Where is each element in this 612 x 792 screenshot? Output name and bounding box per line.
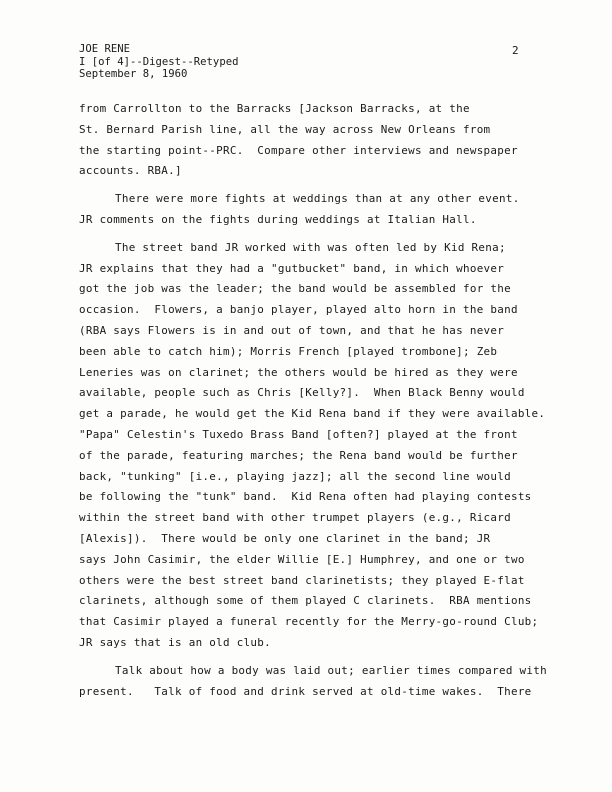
paragraph-gap [79,182,579,189]
text-line: been able to catch him); Morris French [played trombone]; Zeb [79,344,498,358]
reel-info: I [of 4]--Digest--Retyped [79,55,239,68]
text-line: available, people such as Chris [Kelly?]. When Black Benny would [79,386,525,400]
text-line: of the parade, featuring marches; the Rena band would be further [79,448,518,462]
text-line: JR says that is an old club. [79,635,271,649]
body-text [79,99,579,702]
text-line: others were the best street band clarinetists; they played E-flat [79,573,525,587]
text-line: "Papa" Celestin's Tuxedo Brass Band [often?] played at the front [79,427,518,441]
text-line: The street band JR worked with was often led by Kid Rena; [115,240,506,254]
text-line: be following the "tunk" band. Kid Rena often had playing contests [79,490,532,504]
text-line: Talk about how a body was laid out; earlier times compared with [115,663,547,677]
text-line: the starting point--PRC. Compare other interviews and newspaper [79,143,518,157]
page-number: 2 [512,44,519,57]
paragraph-gap [79,654,579,661]
text-line: [Alexis]). There would be only one clarinet in the band; JR [79,531,491,545]
text-line: says John Casimir, the elder Willie [E.] Humphrey, and one or two [79,552,525,566]
text-line: that Casimir played a funeral recently for the Merry-go-round Club; [79,615,539,629]
text-line: Leneries was on clarinet; the others would be hired as they were [79,365,518,379]
interviewee-name: JOE RENE [79,43,131,55]
text-line: JR explains that they had a "gutbucket" band, in which whoever [79,261,505,275]
text-line: present. Talk of food and drink served at old-time wakes. There [79,684,532,698]
text-line: St. Bernard Parish line, all the way across New Orleans from [79,122,491,136]
interview-date: September 8, 1960 [79,68,188,80]
text-line: clarinets, although some of them played C clarinets. RBA mentions [79,594,532,608]
paragraph-gap [79,231,579,238]
text-line: within the street band with other trumpet players (e.g., Ricard [79,511,511,525]
text-line: accounts. RBA.] [79,164,182,178]
text-line: from Carrollton to the Barracks [Jackson Barracks, at the [79,102,470,115]
text-line: (RBA says Flowers is in and out of town, and that he has never [79,323,505,337]
text-line: There were more fights at weddings than at any other event. [115,192,520,206]
text-line: occasion. Flowers, a banjo player, played alto horn in the band [79,303,518,317]
document-header [79,43,238,81]
text-line: JR comments on the fights during weddings at Italian Hall. [79,212,477,226]
text-line: get a parade, he would get the Kid Rena band if they were available. [79,407,546,421]
text-line: got the job was the leader; the band would be assembled for the [79,282,511,296]
text-line: back, "tunking" [i.e., playing jazz]; all the second line would [79,469,511,483]
